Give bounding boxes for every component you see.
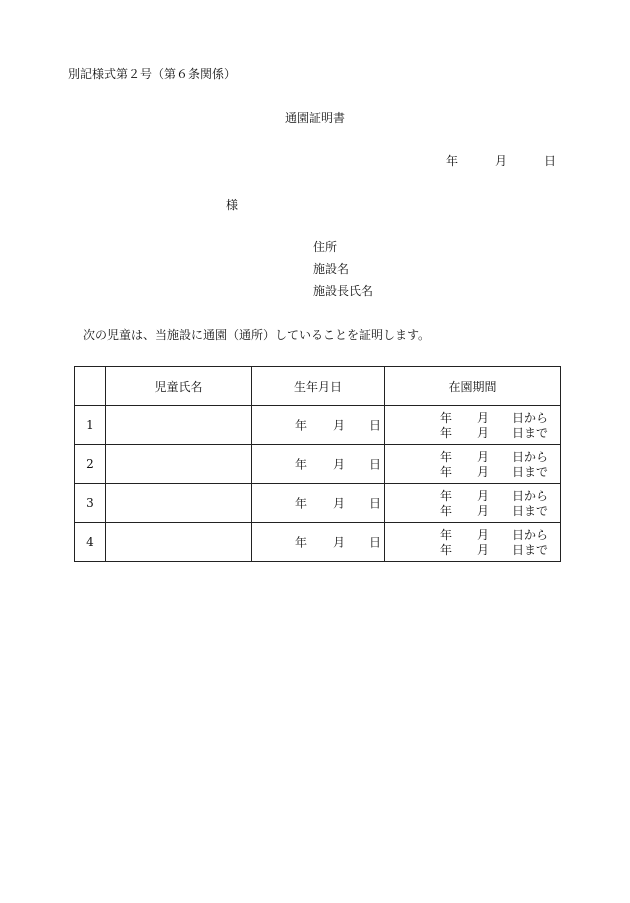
period-from-month: 月 xyxy=(477,450,490,464)
table-row xyxy=(75,445,561,484)
period-from-year: 年 xyxy=(440,450,453,464)
document-title: 通園証明書 xyxy=(284,111,345,125)
birth-date-cell[interactable] xyxy=(252,406,385,445)
birth-day-label: 日 xyxy=(369,457,382,472)
period-from-month: 月 xyxy=(477,528,490,542)
birth-day-label: 日 xyxy=(369,496,382,511)
period-cell[interactable] xyxy=(385,484,561,523)
period-to-month: 月 xyxy=(477,465,490,479)
period-from-line xyxy=(385,529,560,541)
period-to-day: 日まで xyxy=(512,504,549,518)
period-to-line xyxy=(385,544,560,556)
form-label: 別記様式第２号（第６条関係） xyxy=(68,67,237,81)
period-from-year: 年 xyxy=(440,528,453,542)
header-child-name: 児童氏名 xyxy=(106,367,252,406)
period-from-line xyxy=(385,412,560,424)
issuer-facility-label: 施設名 xyxy=(313,262,350,276)
period-cell[interactable] xyxy=(385,406,561,445)
table-row xyxy=(75,406,561,445)
period-to-line xyxy=(385,427,560,439)
period-from-line xyxy=(385,451,560,463)
period-from-year: 年 xyxy=(440,489,453,503)
child-name-cell[interactable] xyxy=(106,406,252,445)
birth-year-label: 年 xyxy=(295,496,308,511)
period-to-month: 月 xyxy=(477,426,490,440)
period-cell[interactable] xyxy=(385,523,561,562)
period-to-year: 年 xyxy=(440,543,453,557)
date-year-label: 年 xyxy=(446,154,459,168)
certification-statement: 次の児童は、当施設に通園（通所）していることを証明します。 xyxy=(83,328,431,342)
birth-day-label: 日 xyxy=(369,535,382,550)
issuer-director-label: 施設長氏名 xyxy=(313,284,374,298)
birth-year-label: 年 xyxy=(295,535,308,550)
header-no xyxy=(75,367,106,406)
table-header-row xyxy=(75,367,561,406)
period-to-line xyxy=(385,505,560,517)
birth-month-label: 月 xyxy=(333,535,346,550)
birth-month-label: 月 xyxy=(333,457,346,472)
issuer-address-label: 住所 xyxy=(313,240,338,254)
period-to-line xyxy=(385,466,560,478)
birth-month-label: 月 xyxy=(333,418,346,433)
period-from-year: 年 xyxy=(440,411,453,425)
period-to-year: 年 xyxy=(440,504,453,518)
child-name-cell[interactable] xyxy=(106,484,252,523)
row-number: 2 xyxy=(75,445,106,484)
table-row xyxy=(75,523,561,562)
period-from-day: 日から xyxy=(512,528,549,542)
birth-date-cell[interactable] xyxy=(252,484,385,523)
birth-month-label: 月 xyxy=(333,496,346,511)
period-to-month: 月 xyxy=(477,504,490,518)
period-to-year: 年 xyxy=(440,426,453,440)
header-period: 在園期間 xyxy=(385,367,561,406)
header-birth-date: 生年月日 xyxy=(252,367,385,406)
child-name-cell[interactable] xyxy=(106,523,252,562)
period-from-day: 日から xyxy=(512,411,549,425)
period-to-year: 年 xyxy=(440,465,453,479)
period-to-month: 月 xyxy=(477,543,490,557)
period-from-line xyxy=(385,490,560,502)
row-number: 4 xyxy=(75,523,106,562)
table-row xyxy=(75,484,561,523)
recipient-honorific: 様 xyxy=(226,198,239,212)
row-number: 3 xyxy=(75,484,106,523)
period-to-day: 日まで xyxy=(512,465,549,479)
period-to-day: 日まで xyxy=(512,543,549,557)
birth-year-label: 年 xyxy=(295,418,308,433)
date-day-label: 日 xyxy=(544,154,557,168)
period-from-month: 月 xyxy=(477,489,490,503)
date-month-label: 月 xyxy=(495,154,508,168)
period-from-day: 日から xyxy=(512,450,549,464)
period-from-month: 月 xyxy=(477,411,490,425)
birth-date-cell[interactable] xyxy=(252,445,385,484)
period-cell[interactable] xyxy=(385,445,561,484)
child-name-cell[interactable] xyxy=(106,445,252,484)
row-number: 1 xyxy=(75,406,106,445)
period-to-day: 日まで xyxy=(512,426,549,440)
birth-date-cell[interactable] xyxy=(252,523,385,562)
birth-year-label: 年 xyxy=(295,457,308,472)
enrollment-table xyxy=(74,366,561,562)
birth-day-label: 日 xyxy=(369,418,382,433)
period-from-day: 日から xyxy=(512,489,549,503)
